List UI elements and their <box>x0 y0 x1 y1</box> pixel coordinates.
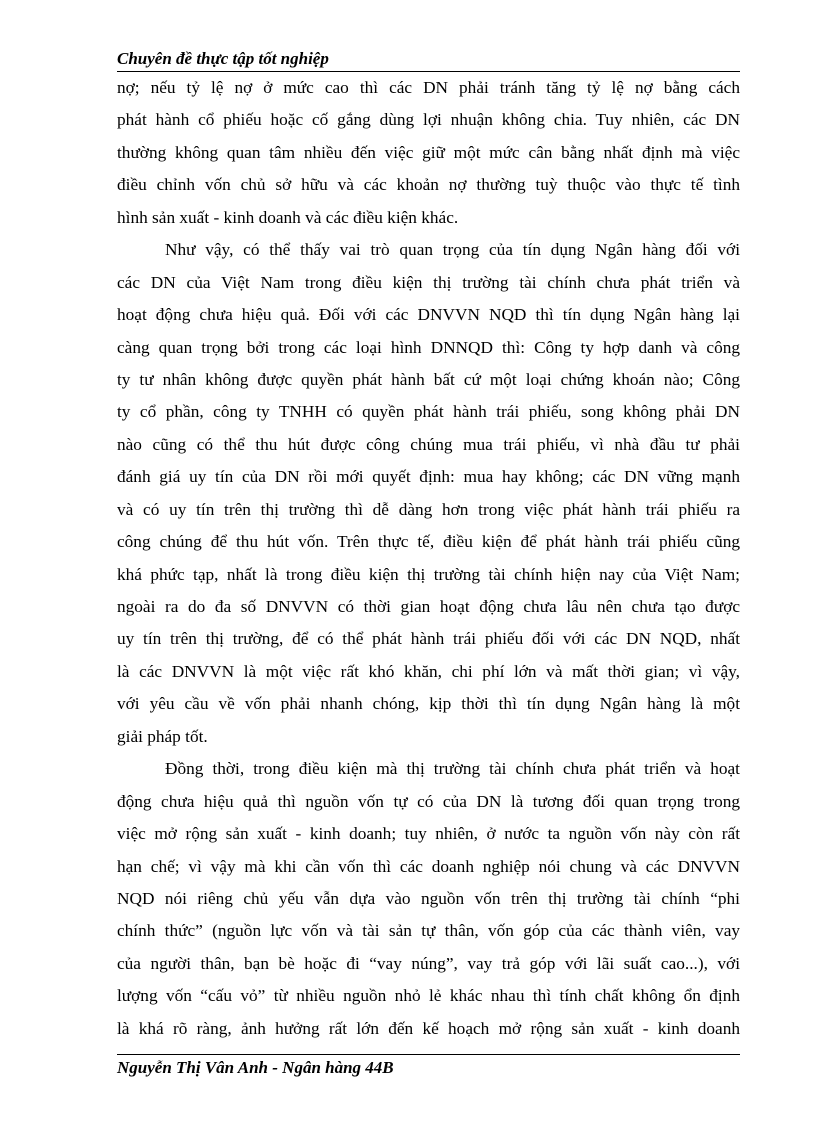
text-line: của người thân, bạn bè hoặc đi “vay núng”, vay trả góp với lãi suất cao...), với <box>117 953 740 973</box>
text-line: đánh giá uy tín của DN rồi mới quyết định: mua hay không; các DN vững mạnh <box>117 467 740 487</box>
footer-divider <box>117 1054 740 1055</box>
text-line: Như vậy, có thể thấy vai trò quan trọng của tín dụng Ngân hàng đối với <box>165 240 740 260</box>
text-line: và có uy tín trên thị trường thì dễ dàng hơn trong việc phát hành trái phiếu ra <box>117 499 740 519</box>
text-line: ty cổ phần, công ty TNHH có quyền phát hành trái phiếu, song không phải DN <box>117 402 740 422</box>
text-line: nào cũng có thể thu hút được công chúng mua trái phiếu, vì nhà đầu tư phải <box>117 434 740 454</box>
text-line: chính thức” (nguồn lực vốn và tài sản tự thân, vốn góp của các thành viên, vay <box>117 921 740 941</box>
text-line: Đồng thời, trong điều kiện mà thị trường tài chính chưa phát triển và hoạt <box>165 759 740 779</box>
text-line: công chúng để thu hút vốn. Trên thực tế, điều kiện để phát hành trái phiếu cũng <box>117 532 740 552</box>
text-line: động chưa hiệu quả thì nguồn vốn tự có của DN là tương đối quan trọng trong <box>117 791 740 811</box>
text-line: điều chỉnh vốn chủ sở hữu và các khoản nợ thường tuỳ thuộc vào thực tế tình <box>117 175 740 195</box>
text-line: là khá rõ ràng, ảnh hưởng rất lớn đến kế hoạch mở rộng sản xuất - kinh doanh <box>117 1018 740 1038</box>
body-text <box>117 72 740 1045</box>
page-header-title: Chuyên đề thực tập tốt nghiệp <box>117 49 329 68</box>
text-line: hạn chế; vì vậy mà khi cần vốn thì các doanh nghiệp nói chung và các DNVVN <box>117 856 740 876</box>
text-line: giải pháp tốt. <box>117 726 208 746</box>
paragraph <box>117 72 740 234</box>
text-line: với yêu cầu về vốn phải nhanh chóng, kịp thời thì tín dụng Ngân hàng là một <box>117 694 740 714</box>
paragraph <box>117 753 740 1045</box>
text-line: NQD nói riêng chủ yếu vẫn dựa vào nguồn vốn trên thị trường tài chính “phi <box>117 888 740 908</box>
text-line: việc mở rộng sản xuất - kinh doanh; tuy nhiên, ở nước ta nguồn vốn này còn rất <box>117 824 740 844</box>
text-line: ty tư nhân không được quyền phát hành bất cứ một loại chứng khoán nào; Công <box>117 369 740 389</box>
text-line: thường không quan tâm nhiều đến việc giữ một mức cân bằng nhất định mà việc <box>117 142 740 162</box>
text-line: lượng vốn “cấu vỏ” từ nhiều nguồn nhỏ lẻ khác nhau thì tính chất không ổn định <box>117 986 740 1006</box>
text-line: phát hành cổ phiếu hoặc cố gắng dùng lợi nhuận không chia. Tuy nhiên, các DN <box>117 110 740 130</box>
text-line: hình sản xuất - kinh doanh và các điều kiện khác. <box>117 207 459 227</box>
text-line: càng quan trọng bởi trong các loại hình DNNQD thì: Công ty hợp danh và công <box>117 337 740 357</box>
text-line: các DN của Việt Nam trong điều kiện thị trường tài chính chưa phát triển và <box>117 272 740 292</box>
text-line: khá phức tạp, nhất là trong điều kiện thị trường tài chính hiện nay của Việt Nam; <box>117 564 740 584</box>
text-line: uy tín trên thị trường, để có thể phát hành trái phiếu đối với các DN NQD, nhất <box>117 629 740 649</box>
text-line: hoạt động chưa hiệu quả. Đối với các DNVVN NQD thì tín dụng Ngân hàng lại <box>117 305 740 325</box>
text-line: là các DNVVN là một việc rất khó khăn, chi phí lớn và mất thời gian; vì vậy, <box>117 661 740 681</box>
paragraph <box>117 234 740 753</box>
page-footer-author: Nguyễn Thị Vân Anh - Ngân hàng 44B <box>117 1058 394 1077</box>
text-line: ngoài ra do đa số DNVVN có thời gian hoạt động chưa lâu nên chưa tạo được <box>117 597 740 616</box>
text-line: nợ; nếu tỷ lệ nợ ở mức cao thì các DN phải tránh tăng tỷ lệ nợ bằng cách <box>117 78 740 97</box>
